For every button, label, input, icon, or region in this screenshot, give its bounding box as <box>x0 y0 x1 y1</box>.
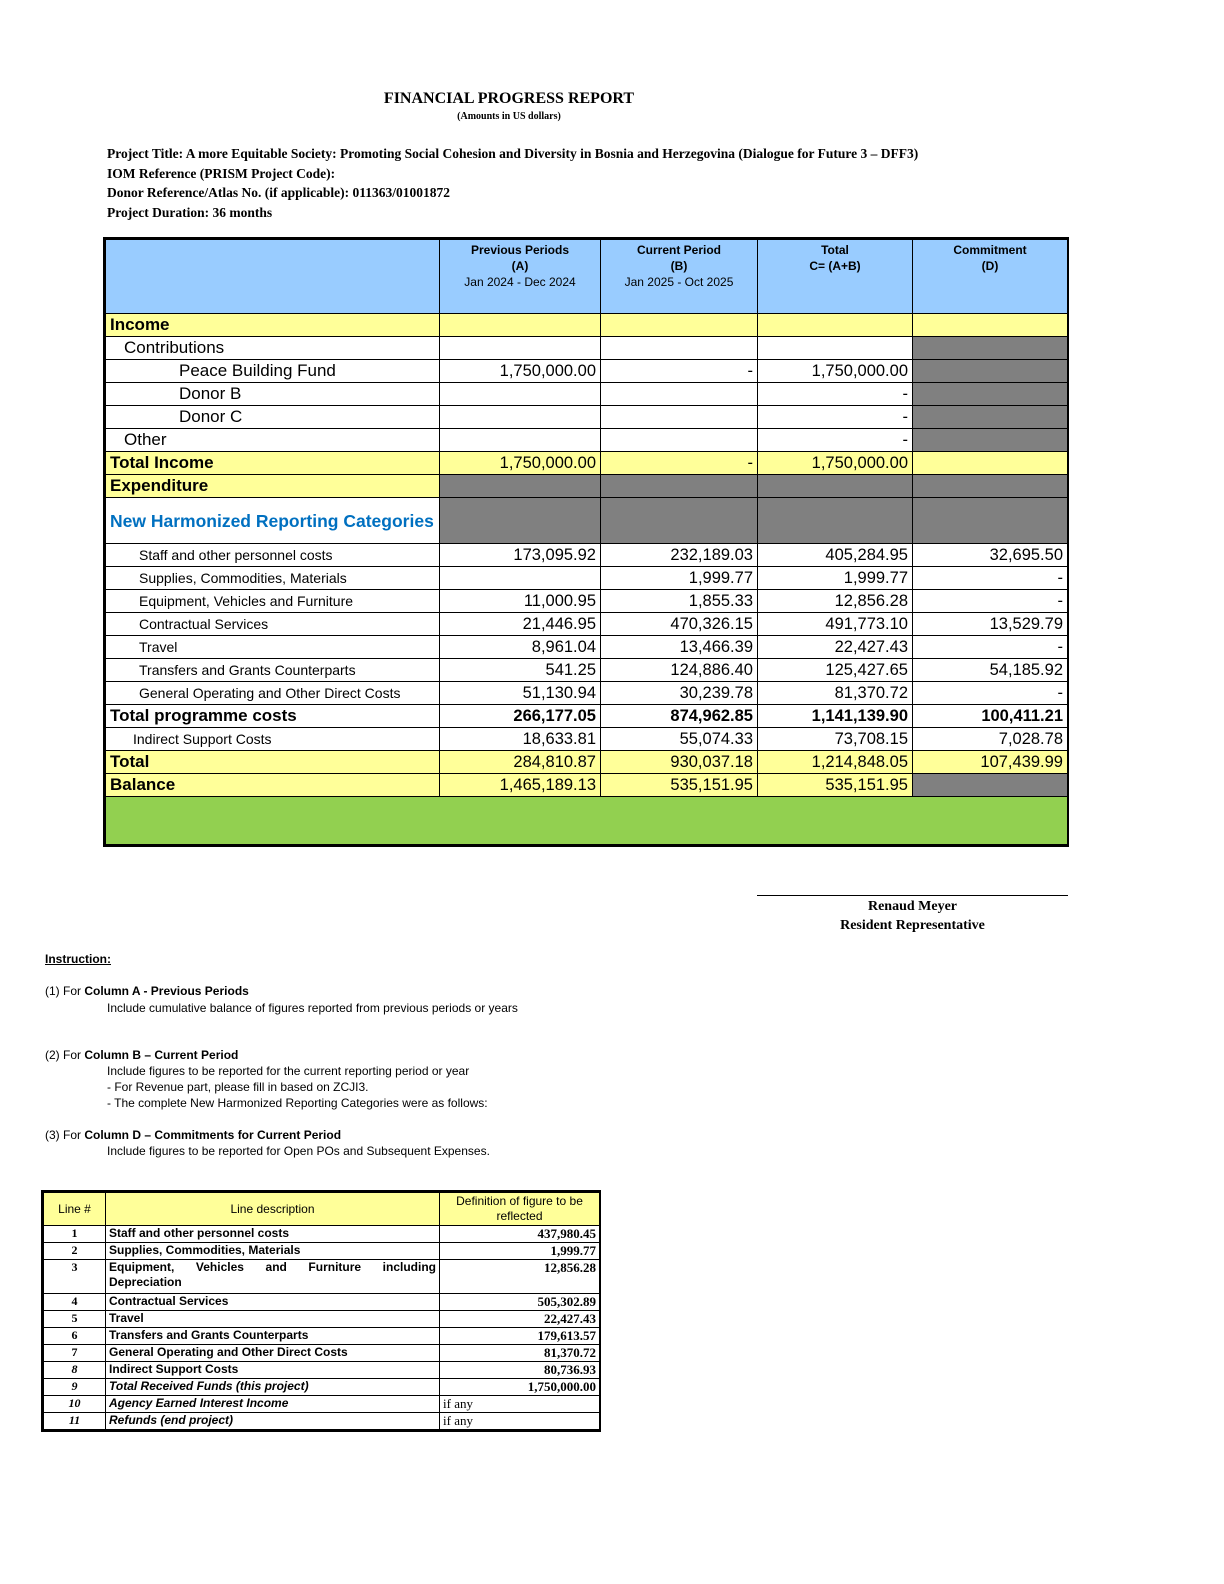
reference-row <box>44 1345 600 1362</box>
ref-line-value: 437,980.45 <box>440 1226 600 1243</box>
ref-line-number: 11 <box>44 1413 106 1430</box>
green-band <box>106 797 1068 845</box>
value-b: - <box>601 360 758 383</box>
value-b: 470,326.15 <box>601 613 758 636</box>
row-label: Equipment, Vehicles and Furniture <box>106 590 440 613</box>
expenditure-category-row <box>106 613 1068 636</box>
ref-line-value: 1,750,000.00 <box>440 1379 600 1396</box>
value-c: - <box>758 429 913 452</box>
reference-row <box>44 1379 600 1396</box>
total-income-row <box>106 452 1068 475</box>
row-label: Contractual Services <box>106 613 440 636</box>
expenditure-category-row <box>106 659 1068 682</box>
expenditure-label: Expenditure <box>106 475 440 498</box>
report-title: FINANCIAL PROGRESS REPORT <box>383 90 635 107</box>
ref-line-description: Agency Earned Interest Income <box>106 1396 440 1413</box>
header-row <box>106 240 1068 314</box>
header-col-a: Previous Periods (A) Jan 2024 - Dec 2024 <box>440 240 601 314</box>
value-a: 541.25 <box>440 659 601 682</box>
value-b: 535,151.95 <box>601 774 758 797</box>
instruction-1: (1) For Column A - Previous Periods <box>45 984 249 998</box>
reference-row <box>44 1362 600 1379</box>
reference-row <box>44 1294 600 1311</box>
expenditure-category-row <box>106 590 1068 613</box>
iom-reference: IOM Reference (PRISM Project Code): <box>107 165 336 181</box>
value-b: 232,189.03 <box>601 544 758 567</box>
value-a: 8,961.04 <box>440 636 601 659</box>
instruction-2: (2) For Column B – Current Period <box>45 1048 239 1062</box>
instruction-2-text: Include figures to be reported for the current reporting period or year <box>107 1064 470 1078</box>
balance-row <box>106 774 1068 797</box>
project-title: Project Title: A more Equitable Society: Promoting Social Cohesion and Diversity in Bosnia and Herzegovina (Dialogue for Future 3 – DFF3) <box>107 146 919 161</box>
reference-row <box>44 1396 600 1413</box>
value-a: 1,750,000.00 <box>440 452 601 475</box>
ref-line-description: Total Received Funds (this project) <box>106 1379 440 1396</box>
ref-header-def: Definition of figure to be reflected <box>440 1193 600 1226</box>
value-d: 32,695.50 <box>913 544 1068 567</box>
value-b: 30,239.78 <box>601 682 758 705</box>
value-d: 13,529.79 <box>913 613 1068 636</box>
ref-line-number: 4 <box>44 1294 106 1311</box>
value-c: 1,141,139.90 <box>758 705 913 728</box>
value-b: 55,074.33 <box>601 728 758 751</box>
ref-line-description: Transfers and Grants Counterparts <box>106 1328 440 1345</box>
green-band-row <box>106 797 1068 845</box>
instruction-heading: Instruction: <box>45 952 111 966</box>
value-a: 51,130.94 <box>440 682 601 705</box>
total-row <box>106 751 1068 774</box>
row-label: Total <box>106 751 440 774</box>
reference-table <box>41 1190 601 1432</box>
header-blank <box>106 240 440 314</box>
value-a <box>440 567 601 590</box>
value-c: 1,999.77 <box>758 567 913 590</box>
instruction-3-text: Include figures to be reported for Open POs and Subsequent Expenses. <box>107 1144 490 1158</box>
reference-row <box>44 1226 600 1243</box>
expenditure-row <box>106 475 1068 498</box>
ref-line-number: 2 <box>44 1243 106 1260</box>
reference-row <box>44 1260 600 1294</box>
ref-line-value: if any <box>440 1396 600 1413</box>
value-c: 73,708.15 <box>758 728 913 751</box>
ref-line-number: 3 <box>44 1260 106 1294</box>
ref-line-value: 22,427.43 <box>440 1311 600 1328</box>
header-col-c: Total C= (A+B) <box>758 240 913 314</box>
row-label: General Operating and Other Direct Costs <box>106 682 440 705</box>
value-b: 1,855.33 <box>601 590 758 613</box>
ref-line-description: Contractual Services <box>106 1294 440 1311</box>
value-a: 11,000.95 <box>440 590 601 613</box>
signatory-name: Renaud Meyer <box>867 899 958 914</box>
ref-line-description: Refunds (end project) <box>106 1413 440 1430</box>
value-d: - <box>913 636 1068 659</box>
donor-reference: Donor Reference/Atlas No. (if applicable): 011363/01001872 <box>107 185 450 200</box>
value-c: 1,214,848.05 <box>758 751 913 774</box>
other-row <box>106 429 1068 452</box>
value-c: 491,773.10 <box>758 613 913 636</box>
income-row <box>106 314 1068 337</box>
row-label: Travel <box>106 636 440 659</box>
reference-row <box>44 1328 600 1345</box>
value-d: 107,439.99 <box>913 751 1068 774</box>
row-label: Donor B <box>106 383 440 406</box>
reference-row <box>44 1243 600 1260</box>
value-b: 874,962.85 <box>601 705 758 728</box>
ref-line-description: Travel <box>106 1311 440 1328</box>
row-label: Total Income <box>106 452 440 475</box>
indirect-row <box>106 728 1068 751</box>
value-d: - <box>913 682 1068 705</box>
value-d: 100,411.21 <box>913 705 1068 728</box>
value-a: 18,633.81 <box>440 728 601 751</box>
ref-line-number: 8 <box>44 1362 106 1379</box>
ref-line-number: 1 <box>44 1226 106 1243</box>
ref-header-line: Line # <box>44 1193 106 1226</box>
project-meta <box>107 144 918 222</box>
report-subtitle: (Amounts in US dollars) <box>457 111 561 122</box>
ref-line-description: Staff and other personnel costs <box>106 1226 440 1243</box>
value-b: - <box>601 452 758 475</box>
value-c: 12,856.28 <box>758 590 913 613</box>
reference-header-row <box>44 1193 600 1226</box>
instruction-2-note-1: - For Revenue part, please fill in based on ZCJI3. <box>107 1080 369 1094</box>
instruction-2-note-2: - The complete New Harmonized Reporting Categories were as follows: <box>107 1096 488 1110</box>
ref-line-value: 12,856.28 <box>440 1260 600 1294</box>
value-b: 930,037.18 <box>601 751 758 774</box>
row-label: Other <box>106 429 440 452</box>
value-c: 1,750,000.00 <box>758 452 913 475</box>
row-label: Balance <box>106 774 440 797</box>
header-col-d: Commitment (D) <box>913 240 1068 314</box>
row-label: Staff and other personnel costs <box>106 544 440 567</box>
ref-line-description: Indirect Support Costs <box>106 1362 440 1379</box>
value-c: 405,284.95 <box>758 544 913 567</box>
ref-line-number: 10 <box>44 1396 106 1413</box>
value-a: 284,810.87 <box>440 751 601 774</box>
ref-line-number: 5 <box>44 1311 106 1328</box>
instruction-1-text: Include cumulative balance of figures reported from previous periods or years <box>107 1001 518 1015</box>
donor-b-row <box>106 383 1068 406</box>
ref-line-number: 6 <box>44 1328 106 1345</box>
value-d: - <box>913 567 1068 590</box>
categories-row <box>106 498 1068 544</box>
row-label: Total programme costs <box>106 705 440 728</box>
row-label: Donor C <box>106 406 440 429</box>
value-c: 535,151.95 <box>758 774 913 797</box>
project-duration: Project Duration: 36 months <box>107 204 273 220</box>
ref-line-value: 81,370.72 <box>440 1345 600 1362</box>
expenditure-category-row <box>106 682 1068 705</box>
expenditure-category-row <box>106 567 1068 590</box>
signatory-role: Resident Representative <box>840 918 985 933</box>
value-c: 1,750,000.00 <box>758 360 913 383</box>
value-a: 1,750,000.00 <box>440 360 601 383</box>
categories-label: New Harmonized Reporting Categories <box>106 498 440 544</box>
ref-line-description: Equipment, Vehicles and Furniture including Depreciation <box>106 1260 440 1294</box>
value-c: - <box>758 406 913 429</box>
row-label: Transfers and Grants Counterparts <box>106 659 440 682</box>
value-b: 124,886.40 <box>601 659 758 682</box>
value-b: 1,999.77 <box>601 567 758 590</box>
ref-line-description: Supplies, Commodities, Materials <box>106 1243 440 1260</box>
value-c: 22,427.43 <box>758 636 913 659</box>
value-d: 54,185.92 <box>913 659 1068 682</box>
financial-table <box>103 237 1069 847</box>
ref-line-number: 7 <box>44 1345 106 1362</box>
expenditure-category-row <box>106 636 1068 659</box>
ref-line-value: 505,302.89 <box>440 1294 600 1311</box>
value-a: 1,465,189.13 <box>440 774 601 797</box>
ref-line-number: 9 <box>44 1379 106 1396</box>
contributions-label: Contributions <box>106 337 440 360</box>
ref-line-value: if any <box>440 1413 600 1430</box>
ref-line-value: 179,613.57 <box>440 1328 600 1345</box>
value-a: 173,095.92 <box>440 544 601 567</box>
value-a: 21,446.95 <box>440 613 601 636</box>
reference-row <box>44 1413 600 1430</box>
value-d: 7,028.78 <box>913 728 1068 751</box>
signature-line <box>757 895 1068 896</box>
income-label: Income <box>106 314 440 337</box>
expenditure-category-row <box>106 544 1068 567</box>
ref-line-description: General Operating and Other Direct Costs <box>106 1345 440 1362</box>
peace-building-fund-row <box>106 360 1068 383</box>
contributions-row <box>106 337 1068 360</box>
instruction-3: (3) For Column D – Commitments for Current Period <box>45 1128 342 1142</box>
value-c: 125,427.65 <box>758 659 913 682</box>
header-col-b: Current Period (B) Jan 2025 - Oct 2025 <box>601 240 758 314</box>
reference-row <box>44 1311 600 1328</box>
value-d: - <box>913 590 1068 613</box>
value-a: 266,177.05 <box>440 705 601 728</box>
total-programme-row <box>106 705 1068 728</box>
value-c: 81,370.72 <box>758 682 913 705</box>
value-c: - <box>758 383 913 406</box>
row-label: Indirect Support Costs <box>106 728 440 751</box>
row-label: Supplies, Commodities, Materials <box>106 567 440 590</box>
donor-c-row <box>106 406 1068 429</box>
ref-line-value: 1,999.77 <box>440 1243 600 1260</box>
ref-header-desc: Line description <box>106 1193 440 1226</box>
value-b: 13,466.39 <box>601 636 758 659</box>
row-label: Peace Building Fund <box>106 360 440 383</box>
ref-line-value: 80,736.93 <box>440 1362 600 1379</box>
